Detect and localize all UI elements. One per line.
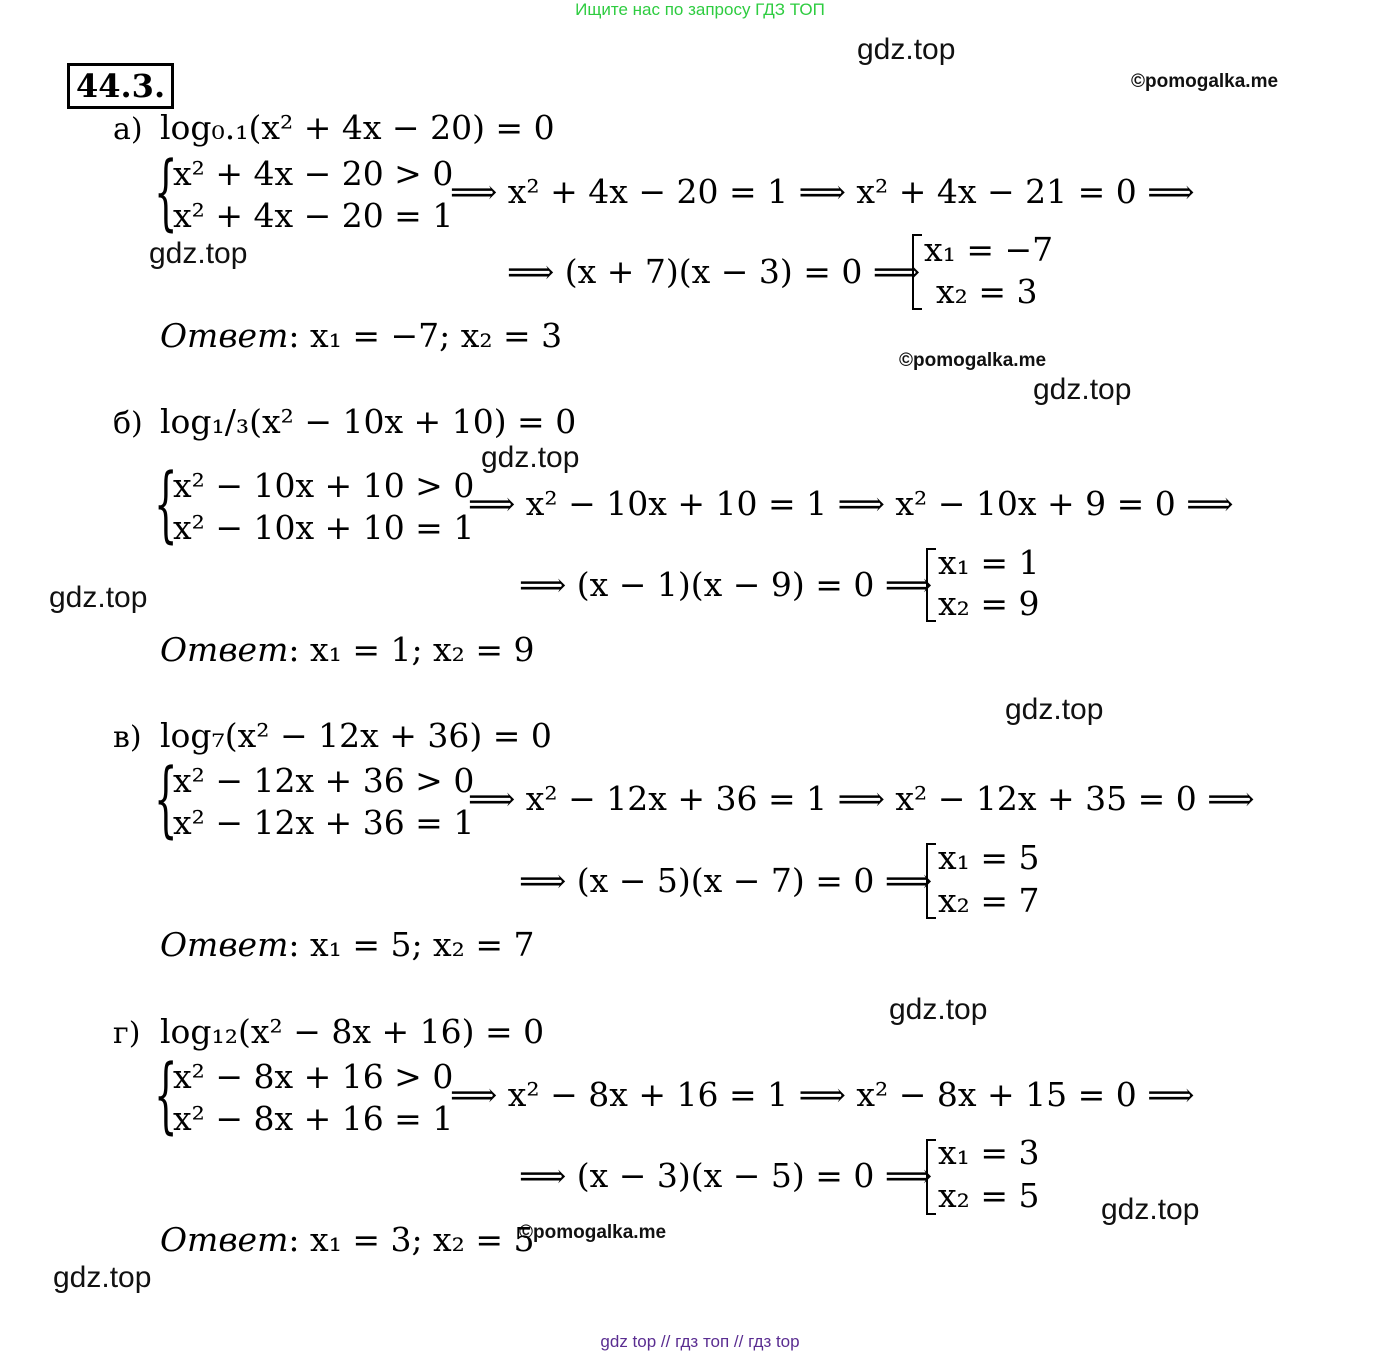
- equation: log₁₂(x² − 8x + 16) = 0: [160, 1012, 545, 1051]
- watermark: gdz.top: [53, 1261, 152, 1294]
- root: x₁ = 3: [938, 1133, 1040, 1172]
- copyright-mark: ©pomogalka.me: [899, 350, 1047, 371]
- equation: log₇(x² − 12x + 36) = 0: [160, 716, 552, 755]
- answer-line: [160, 925, 535, 965]
- watermark: gdz.top: [1101, 1193, 1200, 1226]
- copyright-mark: ©pomogalka.me: [519, 1222, 667, 1243]
- roots-bracket: [926, 548, 936, 622]
- part-letter: а): [113, 112, 143, 147]
- factor-line: ⟹ (x − 3)(x − 5) = 0 ⟹: [519, 1156, 933, 1195]
- system-brace: {: [154, 1048, 178, 1143]
- watermark: gdz.top: [1005, 693, 1104, 726]
- roots-bracket: [926, 1139, 936, 1215]
- watermark: gdz.top: [49, 581, 148, 614]
- factor-line: ⟹ (x − 5)(x − 7) = 0 ⟹: [519, 861, 933, 900]
- watermark: gdz.top: [857, 33, 956, 66]
- answer-line: [160, 316, 562, 356]
- system-line: x² − 12x + 36 = 1: [173, 803, 475, 842]
- answer-label: Ответ: [160, 925, 289, 964]
- system-line: x² + 4x − 20 = 1: [173, 196, 454, 235]
- part-letter: б): [113, 406, 143, 441]
- root: x₁ = −7: [924, 230, 1054, 269]
- equation: log₁/₃(x² − 10x + 10) = 0: [160, 402, 577, 441]
- watermark: gdz.top: [889, 993, 988, 1026]
- answer-label: Ответ: [160, 316, 289, 355]
- answer-value: : x₁ = −7; x₂ = 3: [288, 316, 563, 355]
- system-line: x² − 10x + 10 > 0: [173, 466, 475, 505]
- watermark: gdz.top: [1033, 373, 1132, 406]
- factor-line: ⟹ (x + 7)(x − 3) = 0 ⟹: [507, 252, 921, 291]
- system-brace: {: [154, 145, 178, 240]
- part-letter: в): [113, 720, 142, 755]
- watermark: gdz.top: [149, 237, 248, 270]
- factor-line: ⟹ (x − 1)(x − 9) = 0 ⟹: [519, 565, 933, 604]
- root: x₂ = 5: [938, 1176, 1040, 1215]
- top-banner[interactable]: Ищите нас по запросу ГДЗ ТОП: [575, 0, 825, 19]
- answer-line: [160, 1220, 535, 1260]
- footer-links[interactable]: gdz top // гдз топ // гдз top: [600, 1332, 800, 1351]
- derivation-chain: ⟹ x² + 4x − 20 = 1 ⟹ x² + 4x − 21 = 0 ⟹: [450, 172, 1195, 211]
- root: x₂ = 3: [936, 272, 1038, 311]
- system-line: x² − 8x + 16 = 1: [173, 1099, 454, 1138]
- answer-value: : x₁ = 1; x₂ = 9: [288, 630, 535, 669]
- derivation-chain: ⟹ x² − 8x + 16 = 1 ⟹ x² − 8x + 15 = 0 ⟹: [450, 1075, 1195, 1114]
- answer-line: [160, 630, 535, 670]
- roots-bracket: [926, 843, 936, 919]
- root: x₁ = 5: [938, 838, 1040, 877]
- system-line: x² − 10x + 10 = 1: [173, 508, 475, 547]
- copyright-mark: ©pomogalka.me: [1131, 71, 1279, 92]
- answer-value: : x₁ = 3; x₂ = 5: [288, 1220, 535, 1259]
- derivation-chain: ⟹ x² − 10x + 10 = 1 ⟹ x² − 10x + 9 = 0 ⟹: [468, 484, 1234, 523]
- system-line: x² − 12x + 36 > 0: [173, 761, 475, 800]
- answer-value: : x₁ = 5; x₂ = 7: [288, 925, 535, 964]
- system-line: x² + 4x − 20 > 0: [173, 154, 454, 193]
- answer-label: Ответ: [160, 1220, 289, 1259]
- derivation-chain: ⟹ x² − 12x + 36 = 1 ⟹ x² − 12x + 35 = 0 ⟹: [468, 779, 1255, 818]
- watermark: gdz.top: [481, 441, 580, 474]
- answer-label: Ответ: [160, 630, 289, 669]
- root: x₁ = 1: [938, 543, 1040, 582]
- roots-bracket: [912, 234, 922, 310]
- system-brace: {: [154, 457, 178, 552]
- equation: log₀.₁(x² + 4x − 20) = 0: [160, 108, 555, 147]
- root: x₂ = 9: [938, 584, 1040, 623]
- system-line: x² − 8x + 16 > 0: [173, 1057, 454, 1096]
- problem-number: 44.3.: [67, 63, 174, 109]
- system-brace: {: [154, 752, 178, 847]
- root: x₂ = 7: [938, 881, 1040, 920]
- part-letter: г): [113, 1016, 141, 1051]
